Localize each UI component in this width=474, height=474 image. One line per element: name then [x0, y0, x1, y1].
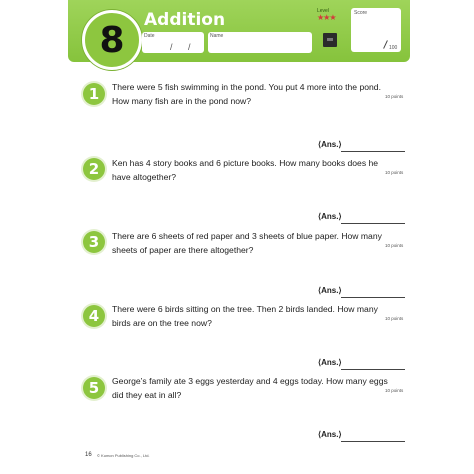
- unit-number: 8: [99, 20, 125, 61]
- unit-badge: [82, 10, 142, 70]
- question-text-5: George’s family ate 3 eggs yesterday and 4 eggs today. How many eggs did they eat in all?: [112, 376, 388, 400]
- question-number-5: 5: [83, 377, 105, 399]
- answer-line-3[interactable]: [341, 297, 405, 298]
- answer-label-5: ⟨Ans.⟩: [318, 430, 342, 439]
- answer-label-3: ⟨Ans.⟩: [318, 286, 342, 295]
- answer-label-4: ⟨Ans.⟩: [318, 358, 342, 367]
- answer-line-4[interactable]: [341, 369, 405, 370]
- score-divider: [383, 40, 388, 49]
- question-text-2: Ken has 4 story books and 6 picture books. How many books does he have altogether?: [112, 158, 379, 182]
- name-field[interactable]: [208, 32, 312, 53]
- date-separator: /: [170, 42, 173, 52]
- question-number-4: 4: [83, 305, 105, 327]
- score-max: 100: [389, 45, 398, 51]
- date-field[interactable]: [142, 32, 204, 53]
- name-label: Name: [210, 33, 224, 39]
- copyright: © Kumon Publishing Co., Ltd.: [97, 453, 150, 458]
- question-number-2: 2: [83, 158, 105, 180]
- points-4: 10 points: [385, 316, 404, 321]
- date-label: Date: [144, 33, 155, 39]
- answer-line-5[interactable]: [341, 441, 405, 442]
- points-2: 10 points: [385, 170, 404, 175]
- question-number-3: 3: [83, 231, 105, 253]
- points-1: 10 points: [385, 94, 404, 99]
- level-stars: ★★★: [317, 13, 336, 22]
- page-title: Addition: [144, 10, 226, 30]
- sticker-icon: [323, 33, 337, 47]
- score-label: Score: [354, 10, 368, 16]
- answer-label-2: ⟨Ans.⟩: [318, 212, 342, 221]
- page-number: 16: [85, 452, 92, 458]
- question-text-3: There are 6 sheets of red paper and 3 sheets of blue paper. How many sheets of paper are there altogether?: [112, 231, 382, 255]
- points-5: 10 points: [385, 388, 404, 393]
- points-3: 10 points: [385, 243, 404, 248]
- question-text-1: There were 5 fish swimming in the pond. You put 4 more into the pond. How many fish are in the pond now?: [112, 82, 381, 106]
- answer-label-1: ⟨Ans.⟩: [318, 140, 342, 149]
- question-text-4: There were 6 birds sitting on the tree. Then 2 birds landed. How many birds are on the tree now?: [112, 304, 378, 328]
- date-separator: /: [188, 42, 191, 52]
- score-field[interactable]: [351, 8, 401, 52]
- answer-line-1[interactable]: [341, 151, 405, 152]
- level-label: Level: [317, 8, 329, 14]
- answer-line-2[interactable]: [341, 223, 405, 224]
- question-number-1: 1: [83, 83, 105, 105]
